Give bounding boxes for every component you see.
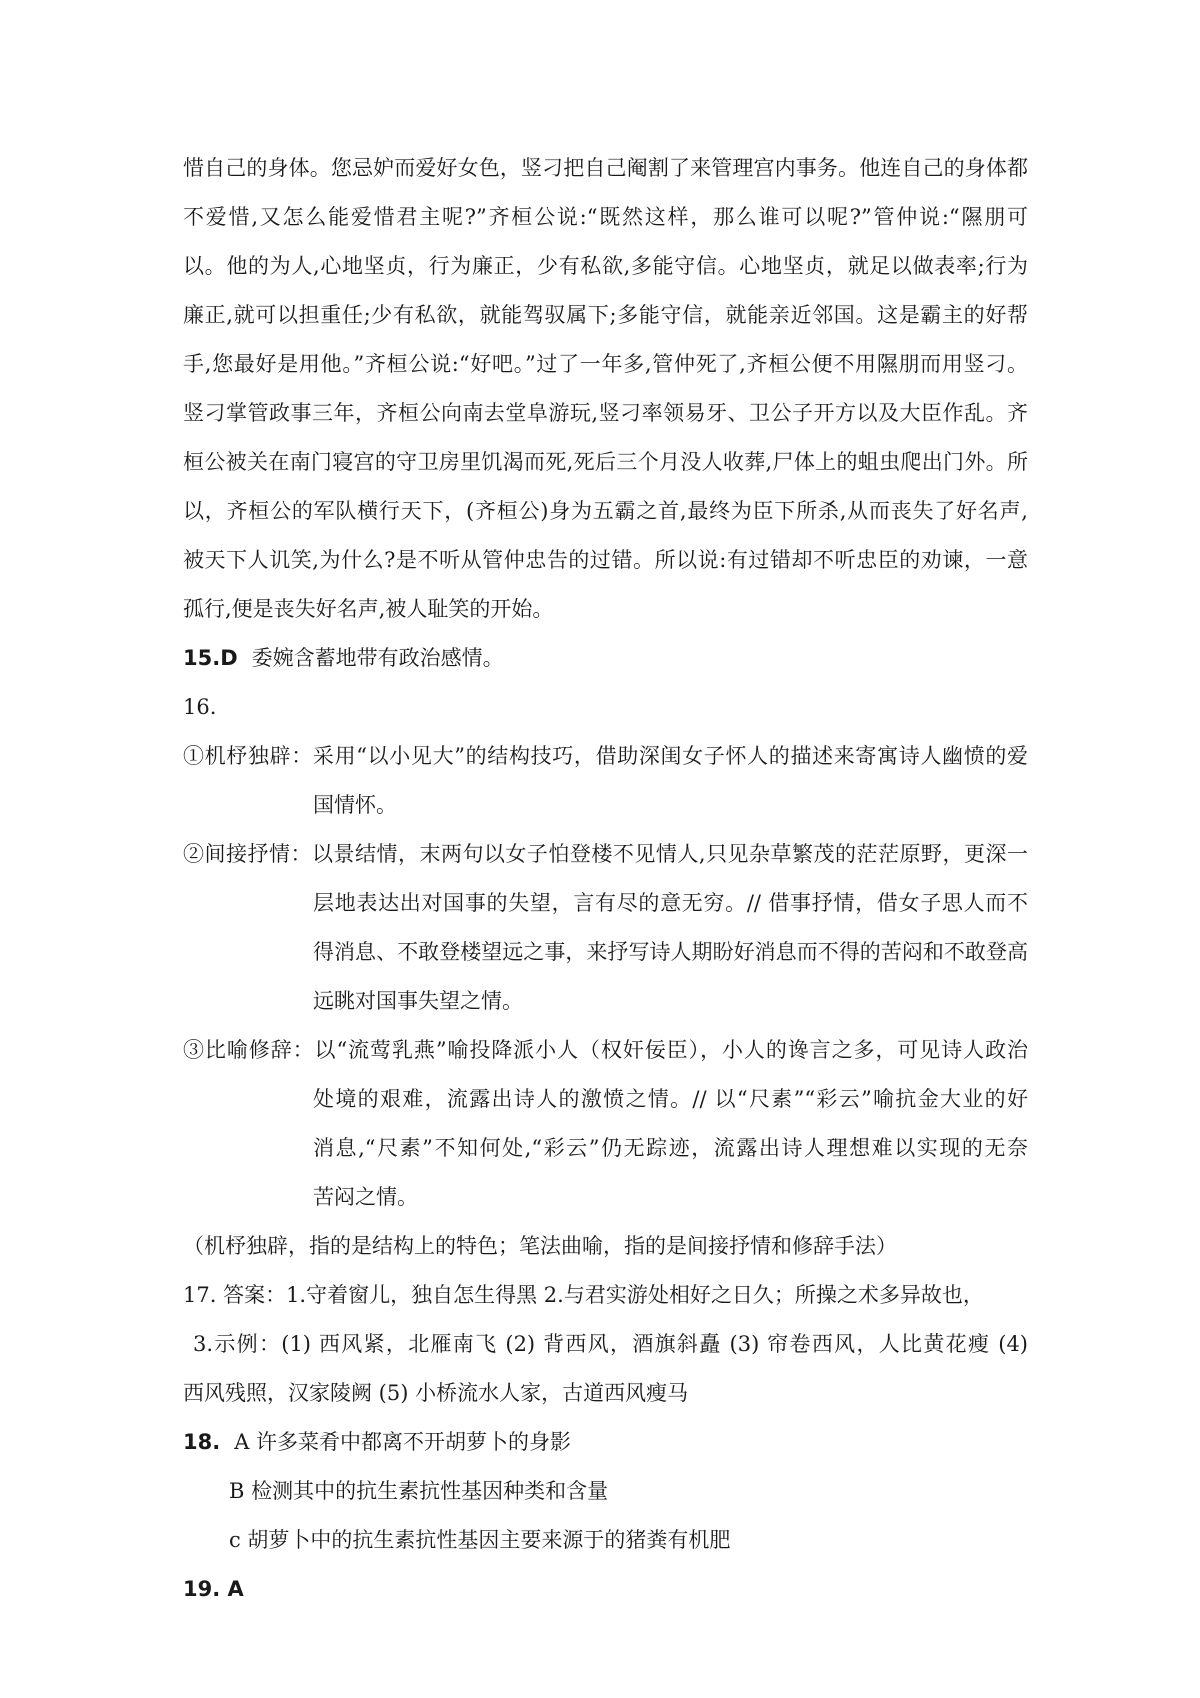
answer-15-number: 15.D	[183, 646, 238, 670]
answer-16-point2: ②间接抒情：以景结情，末两句以女子怕登楼不见情人,只见杂草繁茂的茫茫原野，更深一	[183, 842, 1028, 866]
answer-17-examples-cont: 西风残照，汉家陵阙 (5) 小桥流水人家，古道西风瘦马	[183, 1381, 689, 1405]
translation-line: 以，齐桓公的军队横行天下，(齐桓公)身为五霸之首,最终为臣下所杀,从而丧失了好名声,	[183, 499, 1028, 523]
answer-18-number: 18.	[183, 1430, 221, 1454]
translation-line: 以。他的为人,心地坚贞，行为廉正，少有私欲,多能守信。心地坚贞，就足以做表率;行为	[183, 254, 1028, 278]
answer-19: 19. A	[183, 1577, 244, 1601]
translation-line: 手,您最好是用他。”齐桓公说:“好吧。”过了一年多,管仲死了,齐桓公便不用隰朋而用竖刁。	[183, 352, 1028, 376]
answer-16-point3-cont: 苦闷之情。	[313, 1185, 418, 1209]
answer-16-note: （机杼独辟，指的是结构上的特色；笔法曲喻，指的是间接抒情和修辞手法）	[183, 1234, 897, 1258]
answer-16-point2-cont: 层地表达出对国事的失望，言有尽的意无穷。// 借事抒情，借女子思人而不	[313, 891, 1028, 915]
answer-18-c: c 胡萝卜中的抗生素抗性基因主要来源于的猪粪有机肥	[229, 1528, 731, 1552]
answer-17: 17. 答案：1.守着窗儿，独自怎生得黑 2.与君实游处相好之日久；所操之术多异故也，	[183, 1283, 984, 1307]
answer-16-point1: ①机杼独辟：采用“以小见大”的结构技巧，借助深闺女子怀人的描述来寄寓诗人幽愤的爱	[183, 744, 1028, 768]
answer-16-point2-cont: 远眺对国事失望之情。	[313, 989, 523, 1013]
translation-line: 廉正,就可以担重任;少有私欲，就能驾驭属下;多能守信，就能亲近邻国。这是霸主的好帮	[183, 303, 1028, 327]
answer-16-point1-cont: 国情怀。	[313, 793, 397, 817]
translation-line: 惜自己的身体。您忌妒而爱好女色，竖刁把自己阉割了来管理宫内事务。他连自己的身体都	[183, 156, 1028, 180]
answer-16-point3: ③比喻修辞：以“流莺乳燕”喻投降派小人（权奸佞臣），小人的谗言之多，可见诗人政治	[183, 1038, 1028, 1062]
answer-16-number: 16.	[183, 695, 217, 719]
answer-18	[183, 1428, 1028, 1456]
answer-16-point3-cont: 消息,“尺素”不知何处,“彩云”仍无踪迹，流露出诗人理想难以实现的无奈	[313, 1136, 1028, 1160]
answer-16-point3-cont: 处境的艰难，流露出诗人的激愤之情。// 以“尺素”“彩云”喻抗金大业的好	[313, 1087, 1028, 1111]
translation-line: 竖刁掌管政事三年，齐桓公向南去堂阜游玩,竖刁率领易牙、卫公子开方以及大臣作乱。齐	[183, 401, 1028, 425]
answer-18-a: A 许多菜肴中都离不开胡萝卜的身影	[234, 1430, 572, 1454]
answer-15	[183, 644, 1028, 672]
answer-15-text: 委婉含蓄地带有政治感情。	[251, 646, 504, 670]
answer-16-point2-cont: 得消息、不敢登楼望远之事，来抒写诗人期盼好消息而不得的苦闷和不敢登高	[313, 940, 1028, 964]
translation-line: 被天下人讥笑,为什么?是不听从管仲忠告的过错。所以说:有过错却不听忠臣的劝谏，一意	[183, 548, 1028, 572]
translation-line: 不爱惜,又怎么能爱惜君主呢?”齐桓公说:“既然这样，那么谁可以呢?”管仲说:“隰朋可	[183, 205, 1028, 229]
answer-17-examples: 3.示例：(1) 西风紧，北雁南飞 (2) 背西风，酒旗斜矗 (3) 帘卷西风，人比黄花瘦 (4)	[193, 1332, 1028, 1356]
answer-18-b: B 检测其中的抗生素抗性基因种类和含量	[229, 1479, 609, 1503]
translation-line: 桓公被关在南门寝宫的守卫房里饥渴而死,死后三个月没人收葬,尸体上的蛆虫爬出门外。所	[183, 450, 1028, 474]
translation-line: 孤行,便是丧失好名声,被人耻笑的开始。	[183, 597, 554, 621]
